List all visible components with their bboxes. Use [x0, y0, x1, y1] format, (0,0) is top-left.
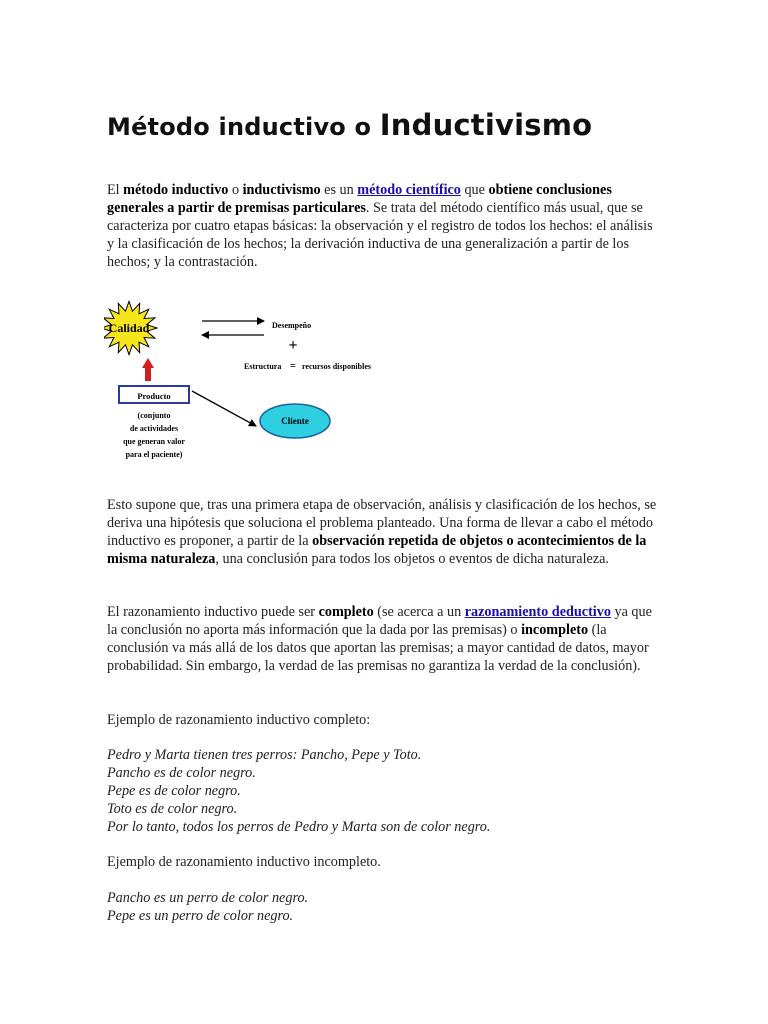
intro-text-1: El [107, 182, 124, 198]
plus-sign: + [288, 337, 298, 354]
intro-bold-conclusiones: obtiene conclusiones generales a partir de premisas particulares [107, 182, 612, 216]
para3-text-2: (se acerca a un [373, 604, 465, 620]
calidad-label: Calidad [108, 321, 150, 335]
intro-bold-inductivismo: inductivismo [242, 182, 321, 198]
example1-heading: Ejemplo de razonamiento inductivo completo: [107, 712, 371, 728]
example2-line: Pancho es un perro de color negro. [107, 890, 309, 906]
intro-text-4: que [460, 182, 489, 198]
example2-heading: Ejemplo de razonamiento inductivo incompleto. [107, 854, 381, 870]
producto-to-cliente-arrow [192, 391, 256, 426]
desempeno-label: Desempeño [272, 321, 312, 330]
recursos-label: recursos disponibles [302, 362, 371, 371]
intro-paragraph [107, 181, 663, 271]
example1-line: Toto es de color negro. [107, 801, 238, 817]
equals-sign: = [290, 361, 296, 372]
conjunto-line-3: que generan valor [123, 437, 185, 446]
conjunto-line-2: de actividades [129, 424, 179, 433]
para3-text-4: (la conclusión va más allá de los datos que aportan las premisas; a mayor cantidad de datos, mayor probabilidad. Sin embargo, la verdad de las premisas no garantiza la verdad de la conclusión). [107, 622, 649, 674]
para3-bold-incompleto: incompleto [521, 622, 589, 638]
para3-text-1: El razonamiento inductivo puede ser [107, 604, 319, 620]
example1-lines [107, 746, 663, 836]
producto-label: Producto [137, 391, 171, 401]
page-title [107, 108, 592, 142]
estructura-label: Estructura [244, 362, 282, 371]
quality-diagram [104, 298, 404, 470]
metodo-cientifico-link[interactable]: método científico [357, 182, 461, 198]
conjunto-line-1: (conjunto [137, 411, 171, 420]
example1-line: Pepe es de color negro. [107, 783, 241, 799]
intro-text-2: o [228, 182, 243, 198]
example1-line: Por lo tanto, todos los perros de Pedro y Marta son de color negro. [107, 819, 491, 835]
example1-line: Pancho es de color negro. [107, 765, 256, 781]
para2-text-1: Esto supone que, tras una primera etapa de observación, análisis y clasificación de los hechos, se deriva una hipótesis que soluciona el problema planteado. Una forma de llevar a cabo el método inductivo es proponer, a partir de la [107, 497, 657, 549]
intro-bold-metodo: método inductivo [123, 182, 229, 198]
razonamiento-deductivo-link[interactable]: razonamiento deductivo [464, 604, 611, 620]
para3-bold-completo: completo [318, 604, 374, 620]
example2-line: Pepe es un perro de color negro. [107, 908, 294, 924]
example1-line: Pedro y Marta tienen tres perros: Pancho, Pepe y Toto. [107, 747, 422, 763]
paragraph-observacion [107, 496, 663, 568]
conjunto-line-4: para el paciente) [125, 450, 183, 459]
cliente-label: Cliente [281, 416, 309, 426]
red-up-arrow [142, 358, 154, 381]
paragraph-razonamiento [107, 603, 663, 675]
title-part2: Inductivismo [379, 108, 593, 142]
example2-lines [107, 889, 663, 925]
title-part1: Método inductivo o [107, 113, 380, 141]
para2-text-2: , una conclusión para todos los objetos o eventos de dicha naturaleza. [215, 551, 609, 567]
intro-text-5: . Se trata del método científico más usual, que se caracteriza por cuatro etapas básicas: la observación y el registro de todos los hechos: el análisis y la clasificación de los hechos; la derivación inductiva de una generalización a partir de los hechos; y la contrastación. [107, 200, 653, 270]
para3-text-3: ya que la conclusión no aporta más información que la dada por las premisas) o [107, 604, 652, 638]
intro-text-3: es un [320, 182, 358, 198]
para2-bold-observacion: observación repetida de objetos o acontecimientos de la misma naturaleza [107, 533, 647, 567]
